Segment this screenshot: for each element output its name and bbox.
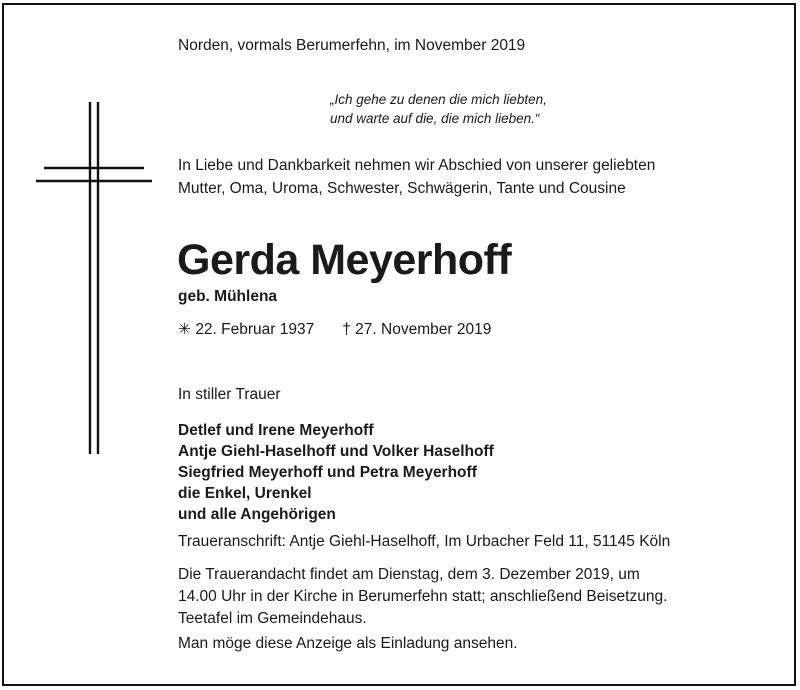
quote [330,90,547,128]
born-icon: ✳ [178,321,191,338]
mourners-list [178,420,494,525]
life-dates [178,319,491,341]
list-item: Detlef und Irene Meyerhoff [178,422,374,439]
list-item: Siegfried Meyerhoff und Petra Meyerhoff [178,464,477,481]
born-date: 22. Februar 1937 [195,321,315,338]
invitation-note: Man möge diese Anzeige als Einladung ansehen. [178,635,518,652]
list-item: und alle Angehörigen [178,506,336,523]
service-line: Die Trauerandacht findet am Dienstag, dem 3. Dezember 2019, um [178,566,640,583]
died-icon: † [342,321,351,338]
birth-name: geb. Mühlena [178,288,278,305]
quote-line: „Ich gehe zu denen die mich liebten, [330,92,547,107]
quote-line: und warte auf die, die mich lieben.“ [330,111,540,126]
list-item: die Enkel, Urenkel [178,485,312,502]
intro-line: In Liebe und Dankbarkeit nehmen wir Abschied von unserer geliebten [178,157,656,174]
deceased-name: Gerda Meyerhoff [177,236,512,284]
mourning-address: Traueranschrift: Antje Giehl-Haselhoff, Im Urbacher Feld 11, 51145 Köln [178,533,671,550]
service-line: 14.00 Uhr in der Kirche in Berumerfehn statt; anschließend Beisetzung. [178,588,668,605]
mourning-label: In stiller Trauer [178,386,281,403]
tea-note: Teetafel im Gemeindehaus. [178,610,367,627]
cross-icon [36,102,152,454]
died-date: 27. November 2019 [355,321,492,338]
list-item: Antje Giehl-Haselhoff und Volker Haselhoff [178,443,494,460]
intro-line: Mutter, Oma, Uroma, Schwester, Schwägerin, Tante und Cousine [178,180,626,197]
place-date: Norden, vormals Berumerfehn, im November 2019 [178,37,526,54]
